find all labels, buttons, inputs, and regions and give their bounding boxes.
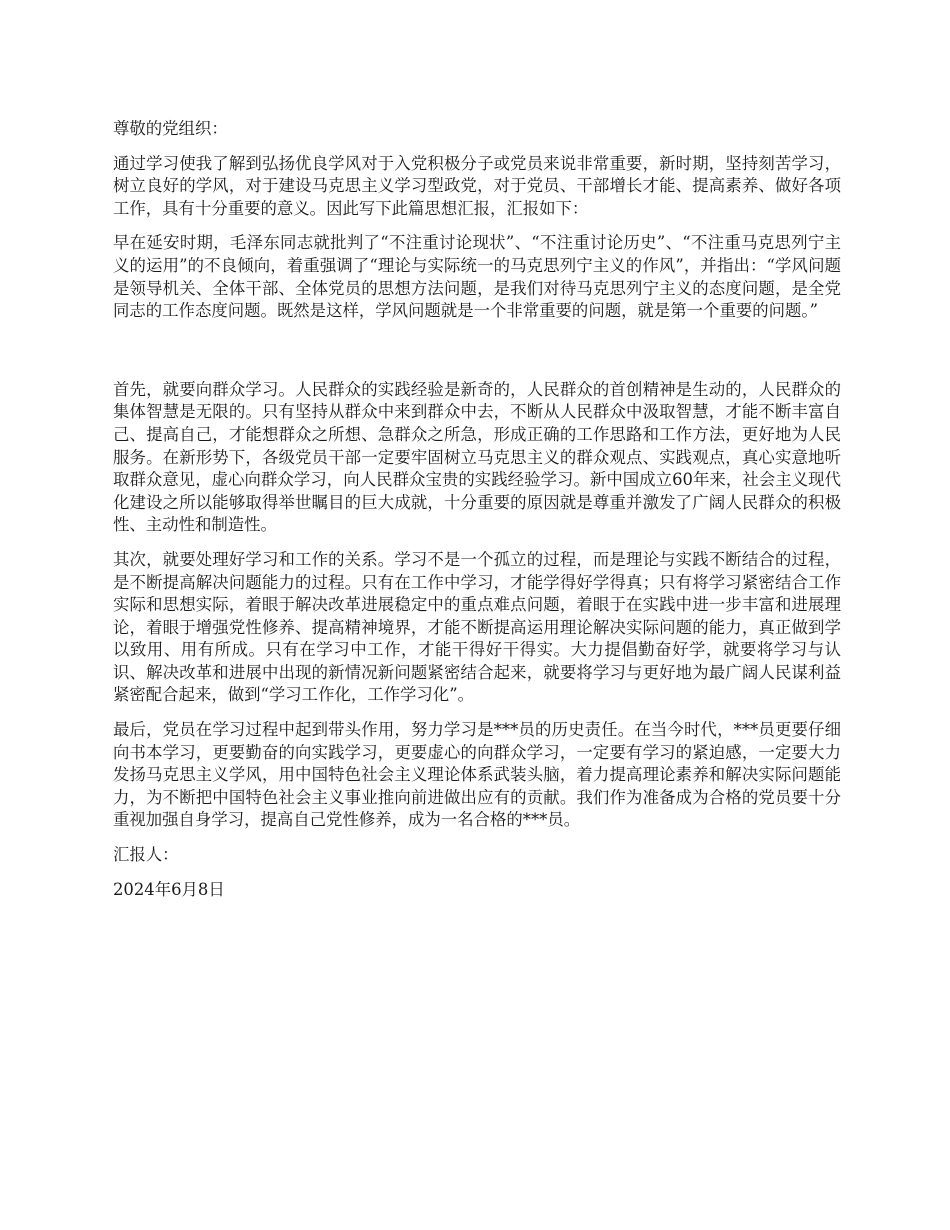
salutation: 尊敬的党组织： xyxy=(113,119,228,138)
paragraph-first: 首先，就要向群众学习。人民群众的实践经验是新奇的，人民群众的首创精神是生动的，人民群众的集体智慧是无限的。只有坚持从群众中来到群众中去，不断从人民群众中汲取智慧，才能不断丰富自己、提高自己，才能想群众之所想、急群众之所急，形成正确的工作思路和工作方法，更好地为人民服务。在新形势下，各级党员干部一定要牢固树立马克思主义的群众观点、实践观点，真心实意地听取群众意见，虚心向群众学习，向人民群众宝贵的实践经验学习。新中国成立60年来，社会主义现代化建设之所以能够取得举世瞩目的巨大成就，十分重要的原因就是尊重并激发了广阔人民群众的积极性、主动性和制造性。 xyxy=(113,379,841,535)
report-date: 2024年6月8日 xyxy=(113,879,225,899)
blank-spacer xyxy=(113,335,841,379)
paragraph-intro: 通过学习使我了解到弘扬优良学风对于入党积极分子或党员来说非常重要，新时期，坚持刻苦学习，树立良好的学风，对于建设马克思主义学习型政党，对于党员、干部增长才能、提高素养、做好各项工作，具有十分重要的意义。因此写下此篇思想汇报，汇报如下： xyxy=(113,153,841,218)
signature-label: 汇报人： xyxy=(113,845,179,865)
paragraph-last: 最后，党员在学习过程中起到带头作用，努力学习是***员的历史责任。在当今时代，***员更要仔细向书本学习，更要勤奋的向实践学习，更要虚心的向群众学习，一定要有学习的紧迫感，一定要大力发扬马克思主义学风，用中国特色社会主义理论体系武装头脑，着力提高理论素养和解决实际问题能力，为不断把中国特色社会主义事业推向前进做出应有的贡献。我们作为准备成为合格的党员要十分重视加强自身学习，提高自己党性修养，成为一名合格的***员。 xyxy=(113,720,841,830)
document-body xyxy=(113,118,841,913)
paragraph-history: 早在延安时期，毛泽东同志就批判了“不注重讨论现状”、“不注重讨论历史”、“不注重马克思列宁主义的运用”的不良倾向，着重强调了“理论与实际统一的马克思列宁主义的作风”，并指出：“学风问题是领导机关、全体干部、全体党员的思想方法问题，是我们对待马克思列宁主义的态度问题，是全党同志的工作态度问题。既然是这样，学风问题就是一个非常重要的问题，就是第一个重要的问题。” xyxy=(113,233,841,321)
paragraph-second: 其次，就要处理好学习和工作的关系。学习不是一个孤立的过程，而是理论与实践不断结合的过程，是不断提高解决问题能力的过程。只有在工作中学习，才能学得好学得真；只有将学习紧密结合工作实际和思想实际，着眼于解决改革进展稳定中的重点难点问题，着眼于在实践中进一步丰富和进展理论，着眼于增强党性修养、提高精神境界，才能不断提高运用理论解决实际问题的能力，真正做到学以致用、用有所成。只有在学习中工作，才能干得好干得实。大力提倡勤奋好学，就要将学习与认识、解决改革和进展中出现的新情况新问题紧密结合起来，就要将学习与更好地为最广阔人民谋利益紧密配合起来，做到“学习工作化，工作学习化”。 xyxy=(113,549,841,705)
